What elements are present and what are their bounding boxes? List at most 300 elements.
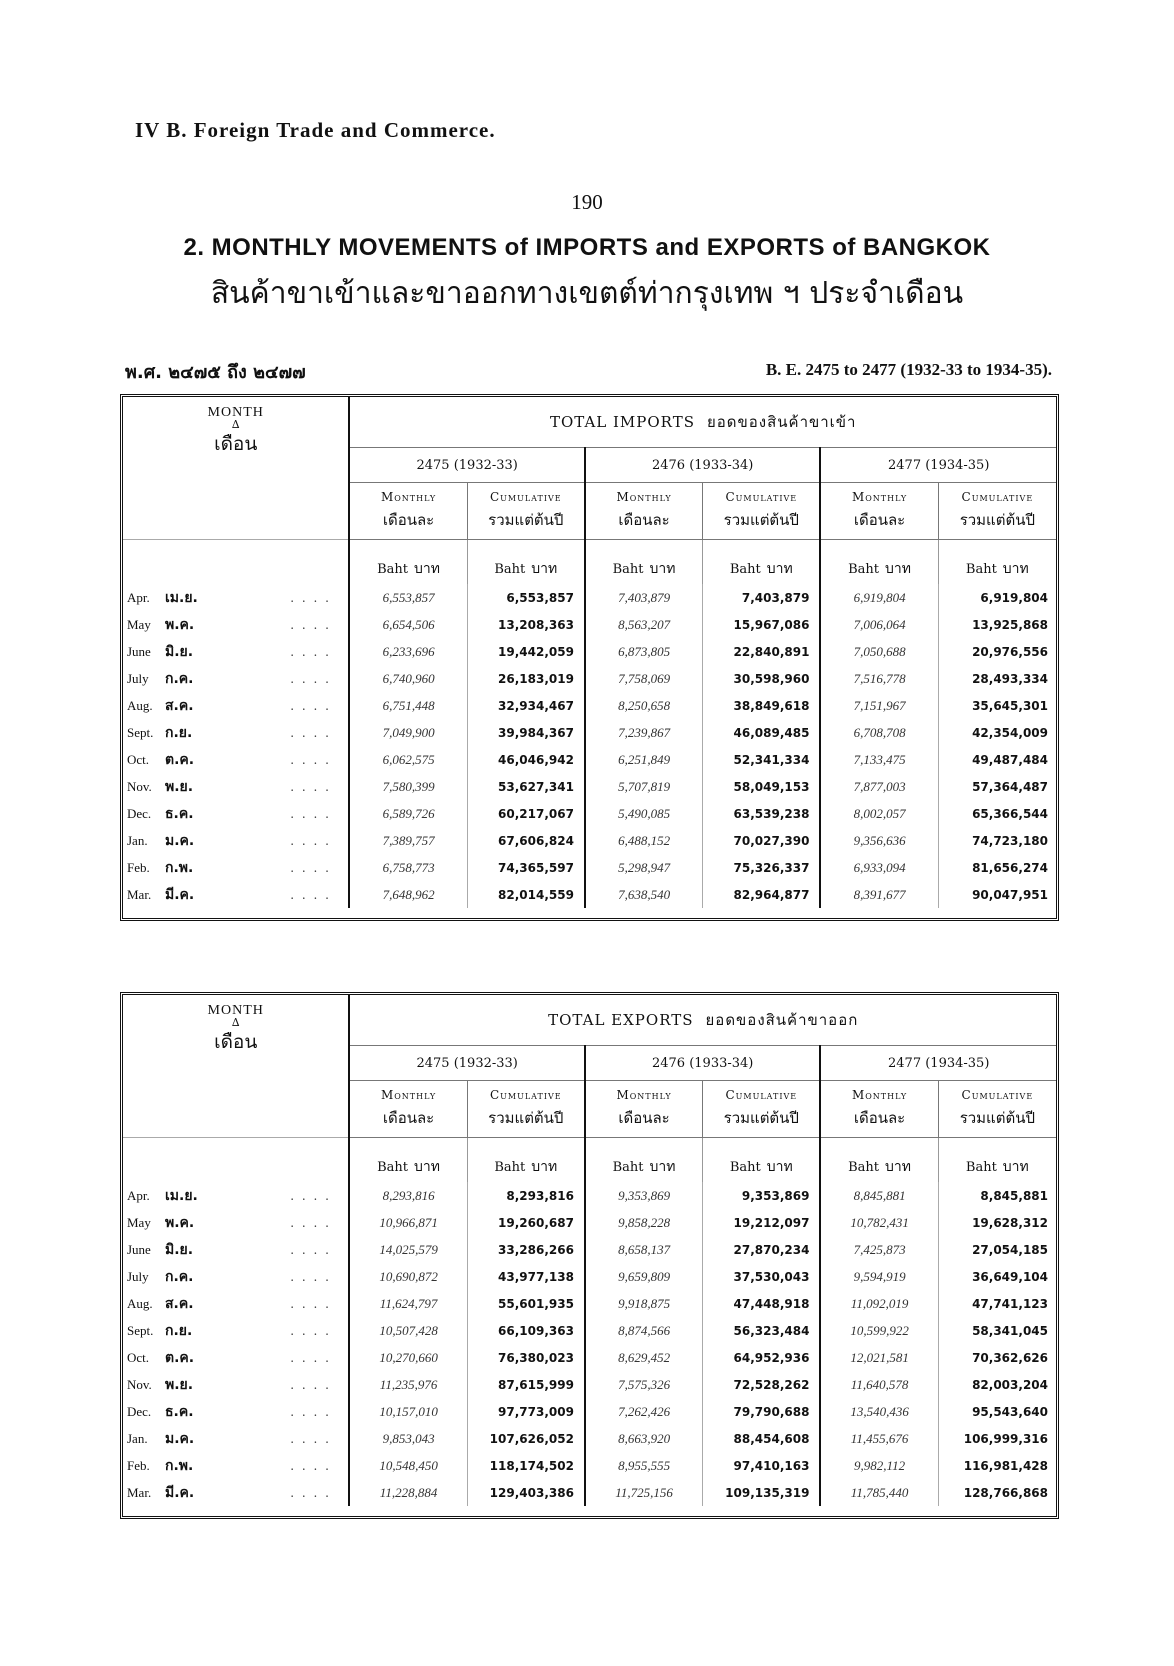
monthly-value: 7,516,778	[820, 665, 938, 692]
unit-label	[703, 1138, 821, 1183]
cumulative-value: 52,341,334	[703, 746, 821, 773]
cumulative-value: 79,790,688	[703, 1398, 821, 1425]
leader-dots: . . . .	[290, 1269, 331, 1284]
monthly-value: 7,425,873	[820, 1236, 938, 1263]
leader-dots: . . . .	[290, 1242, 331, 1257]
month-cell	[123, 1479, 349, 1506]
monthly-value: 6,740,960	[349, 665, 467, 692]
cumulative-value: 19,260,687	[467, 1209, 585, 1236]
cumulative-value: 6,553,857	[467, 584, 585, 611]
month-cell	[123, 665, 349, 692]
month-th: ม.ค.	[165, 832, 195, 849]
monthly-value: 9,918,875	[585, 1290, 703, 1317]
cumulative-value: 82,964,877	[703, 881, 821, 908]
monthly-label-th: เดือนละ	[853, 511, 906, 529]
monthly-value: 7,580,399	[349, 773, 467, 800]
year-header: 2477 (1934-35)	[820, 448, 1056, 483]
cumulative-header	[467, 1081, 585, 1138]
month-th: มี.ค.	[165, 886, 195, 903]
monthly-value: 5,490,085	[585, 800, 703, 827]
leader-dots: . . . .	[290, 725, 331, 740]
month-cell	[123, 1236, 349, 1263]
month-en: Mar.	[127, 1484, 152, 1500]
monthly-value: 5,298,947	[585, 854, 703, 881]
table-row	[123, 827, 1056, 854]
monthly-value: 5,707,819	[585, 773, 703, 800]
unit-baht-th: บาท	[1002, 561, 1029, 577]
monthly-value: 6,062,575	[349, 746, 467, 773]
monthly-value: 8,250,658	[585, 692, 703, 719]
cumulative-header	[703, 483, 821, 540]
month-header-th: เดือน	[214, 433, 258, 455]
cumulative-header	[938, 1081, 1056, 1138]
month-en: Mar.	[127, 886, 152, 902]
leader-dots: . . . .	[290, 1350, 331, 1365]
cumulative-value: 19,628,312	[938, 1209, 1056, 1236]
year-header: 2477 (1934-35)	[820, 1046, 1056, 1081]
monthly-header	[349, 483, 467, 540]
cumulative-value: 27,870,234	[703, 1236, 821, 1263]
cumulative-label-th: รวมแต่ต้นปี	[959, 1109, 1035, 1127]
cumulative-value: 13,208,363	[467, 611, 585, 638]
month-th: ก.ย.	[165, 1322, 193, 1339]
unit-baht-en: Baht	[965, 1160, 997, 1175]
cumulative-value: 57,364,487	[938, 773, 1056, 800]
month-en: Dec.	[127, 805, 152, 821]
cumulative-value: 35,645,301	[938, 692, 1056, 719]
monthly-value: 7,389,757	[349, 827, 467, 854]
monthly-value: 10,966,871	[349, 1209, 467, 1236]
table-row	[123, 1398, 1056, 1425]
leader-dots: . . . .	[290, 1188, 331, 1203]
unit-label	[349, 1138, 467, 1183]
monthly-label-th: เดือนละ	[618, 1109, 670, 1127]
cumulative-value: 56,323,484	[703, 1317, 821, 1344]
cumulative-value: 39,984,367	[467, 719, 585, 746]
cumulative-value: 116,981,428	[938, 1452, 1056, 1479]
cumulative-value: 30,598,960	[703, 665, 821, 692]
month-th: พ.ค.	[165, 1214, 195, 1231]
leader-dots: . . . .	[290, 1296, 331, 1311]
monthly-value: 8,002,057	[820, 800, 938, 827]
month-en: Dec.	[127, 1403, 152, 1419]
table-row	[123, 1209, 1056, 1236]
cumulative-value: 15,967,086	[703, 611, 821, 638]
cumulative-value: 65,366,544	[938, 800, 1056, 827]
cumulative-value: 7,403,879	[703, 584, 821, 611]
unit-baht-th: บาท	[531, 561, 558, 577]
year-header: 2476 (1933-34)	[585, 1046, 821, 1081]
month-cell	[123, 746, 349, 773]
month-en: July	[127, 1268, 149, 1284]
month-en: Oct.	[127, 1349, 150, 1365]
monthly-value: 7,050,688	[820, 638, 938, 665]
monthly-header	[349, 1081, 467, 1138]
leader-dots: . . . .	[290, 1431, 331, 1446]
cumulative-value: 90,047,951	[938, 881, 1056, 908]
leader-dots: . . . .	[290, 806, 331, 821]
table-row	[123, 1479, 1056, 1506]
total-title-en: TOTAL EXPORTS	[548, 1011, 694, 1029]
unit-label	[820, 1138, 938, 1183]
monthly-label-en: Monthly	[380, 490, 437, 504]
month-th: เม.ย.	[165, 589, 198, 606]
subtitle-english: B. E. 2475 to 2477 (1932-33 to 1934-35).	[765, 360, 1052, 379]
month-cell	[123, 1452, 349, 1479]
month-en: July	[127, 670, 149, 686]
monthly-value: 14,025,579	[349, 1236, 467, 1263]
monthly-value: 6,251,849	[585, 746, 703, 773]
month-cell	[123, 584, 349, 611]
month-header-th: เดือน	[214, 1031, 258, 1053]
cumulative-header	[938, 483, 1056, 540]
cumulative-value: 58,341,045	[938, 1317, 1056, 1344]
month-th: ธ.ค.	[165, 1403, 194, 1420]
cumulative-value: 74,723,180	[938, 827, 1056, 854]
cumulative-label-en: Cumulative	[725, 490, 798, 504]
table-row	[123, 584, 1056, 611]
cumulative-value: 75,326,337	[703, 854, 821, 881]
cumulative-value: 43,977,138	[467, 1263, 585, 1290]
monthly-label-en: Monthly	[851, 1088, 908, 1102]
monthly-value: 6,751,448	[349, 692, 467, 719]
unit-baht-en: Baht	[965, 562, 997, 577]
unit-label	[938, 1138, 1056, 1183]
cumulative-header	[703, 1081, 821, 1138]
unit-label	[585, 1138, 703, 1183]
month-cell	[123, 1290, 349, 1317]
month-en: Apr.	[127, 589, 150, 605]
cumulative-value: 97,410,163	[703, 1452, 821, 1479]
leader-dots: . . . .	[290, 671, 331, 686]
table-row	[123, 1236, 1056, 1263]
monthly-value: 12,021,581	[820, 1344, 938, 1371]
unit-baht-th: บาท	[414, 561, 440, 577]
cumulative-header	[467, 483, 585, 540]
month-cell	[123, 827, 349, 854]
cumulative-value: 20,976,556	[938, 638, 1056, 665]
unit-baht-en: Baht	[612, 1160, 644, 1175]
monthly-value: 9,858,228	[585, 1209, 703, 1236]
monthly-value: 6,233,696	[349, 638, 467, 665]
unit-label	[467, 540, 585, 585]
cumulative-value: 47,448,918	[703, 1290, 821, 1317]
cumulative-value: 38,849,618	[703, 692, 821, 719]
cumulative-value: 8,293,816	[467, 1182, 585, 1209]
monthly-value: 6,553,857	[349, 584, 467, 611]
table-row	[123, 1182, 1056, 1209]
month-en: Aug.	[127, 697, 153, 713]
month-en: Nov.	[127, 778, 152, 794]
cumulative-value: 81,656,274	[938, 854, 1056, 881]
cumulative-value: 76,380,023	[467, 1344, 585, 1371]
unit-baht-en: Baht	[848, 1160, 880, 1175]
exports-table	[120, 992, 1059, 1519]
unit-baht-th: บาท	[766, 561, 793, 577]
monthly-value: 11,235,976	[349, 1371, 467, 1398]
month-en: Sept.	[127, 1322, 154, 1338]
cumulative-value: 8,845,881	[938, 1182, 1056, 1209]
monthly-header	[585, 1081, 703, 1138]
leader-dots: . . . .	[290, 860, 331, 875]
unit-baht-en: Baht	[729, 562, 761, 577]
monthly-value: 9,594,919	[820, 1263, 938, 1290]
monthly-value: 8,563,207	[585, 611, 703, 638]
total-title-th: ยอดของสินค้าขาออก	[705, 1011, 859, 1029]
leader-dots: . . . .	[290, 752, 331, 767]
unit-baht-th: บาท	[1002, 1159, 1029, 1175]
cumulative-value: 64,952,936	[703, 1344, 821, 1371]
monthly-value: 7,758,069	[585, 665, 703, 692]
monthly-value: 6,933,094	[820, 854, 938, 881]
table-row	[123, 773, 1056, 800]
cumulative-value: 106,999,316	[938, 1425, 1056, 1452]
cumulative-value: 60,217,067	[467, 800, 585, 827]
table-row	[123, 719, 1056, 746]
monthly-value: 9,853,043	[349, 1425, 467, 1452]
month-cell	[123, 800, 349, 827]
cumulative-label-th: รวมแต่ต้นปี	[723, 511, 799, 529]
leader-dots: . . . .	[290, 1377, 331, 1392]
unit-label	[703, 540, 821, 585]
monthly-value: 10,599,922	[820, 1317, 938, 1344]
month-cell	[123, 1344, 349, 1371]
table-row	[123, 881, 1056, 908]
month-en: Feb.	[127, 859, 150, 875]
cumulative-value: 66,109,363	[467, 1317, 585, 1344]
unit-label	[820, 540, 938, 585]
unit-baht-th: บาท	[885, 1159, 911, 1175]
cumulative-value: 22,840,891	[703, 638, 821, 665]
month-cell	[123, 854, 349, 881]
leader-dots: . . . .	[290, 1323, 331, 1338]
cumulative-value: 58,049,153	[703, 773, 821, 800]
unit-baht-en: Baht	[377, 562, 409, 577]
monthly-value: 6,708,708	[820, 719, 938, 746]
monthly-value: 8,845,881	[820, 1182, 938, 1209]
monthly-value: 11,725,156	[585, 1479, 703, 1506]
total-title-th: ยอดของสินค้าขาเข้า	[707, 413, 857, 431]
month-header-en: MONTH	[207, 1003, 264, 1018]
month-th: ต.ค.	[165, 1349, 195, 1366]
month-header-en: MONTH	[207, 405, 264, 420]
table-row	[123, 638, 1056, 665]
month-en: June	[127, 1241, 151, 1257]
table-row	[123, 1290, 1056, 1317]
month-en: Jan.	[127, 832, 148, 848]
month-th: พ.ย.	[165, 778, 194, 795]
monthly-value: 11,228,884	[349, 1479, 467, 1506]
month-th: ส.ค.	[165, 1295, 194, 1312]
monthly-value: 6,873,805	[585, 638, 703, 665]
cumulative-value: 37,530,043	[703, 1263, 821, 1290]
month-cell	[123, 1263, 349, 1290]
unit-label	[467, 1138, 585, 1183]
month-en: May	[127, 1214, 151, 1230]
monthly-value: 7,262,426	[585, 1398, 703, 1425]
cumulative-label-th: รวมแต่ต้นปี	[723, 1109, 799, 1127]
month-th: ม.ค.	[165, 1430, 195, 1447]
table-row	[123, 611, 1056, 638]
monthly-value: 7,133,475	[820, 746, 938, 773]
leader-dots: . . . .	[290, 1458, 331, 1473]
monthly-value: 10,548,450	[349, 1452, 467, 1479]
monthly-label-en: Monthly	[851, 490, 908, 504]
month-en: June	[127, 643, 151, 659]
monthly-value: 8,658,137	[585, 1236, 703, 1263]
month-cell	[123, 881, 349, 908]
monthly-value: 7,575,326	[585, 1371, 703, 1398]
leader-dots: . . . .	[290, 833, 331, 848]
month-th: ธ.ค.	[165, 805, 194, 822]
month-th: ก.พ.	[165, 859, 194, 876]
unit-baht-en: Baht	[848, 562, 880, 577]
month-en: Nov.	[127, 1376, 152, 1392]
table-row	[123, 1425, 1056, 1452]
monthly-value: 6,919,804	[820, 584, 938, 611]
table-row	[123, 1344, 1056, 1371]
month-en: Aug.	[127, 1295, 153, 1311]
unit-baht-th: บาท	[414, 1159, 440, 1175]
monthly-label-th: เดือนละ	[618, 511, 670, 529]
monthly-label-en: Monthly	[616, 1088, 672, 1102]
cumulative-label-en: Cumulative	[961, 490, 1034, 504]
month-cell	[123, 1425, 349, 1452]
month-th: มิ.ย.	[165, 643, 194, 660]
month-cell	[123, 692, 349, 719]
month-en: Apr.	[127, 1187, 150, 1203]
month-th: ก.ค.	[165, 670, 194, 687]
table-row	[123, 665, 1056, 692]
cumulative-value: 19,442,059	[467, 638, 585, 665]
leader-dots: . . . .	[290, 779, 331, 794]
unit-baht-en: Baht	[494, 1160, 526, 1175]
cumulative-value: 49,487,484	[938, 746, 1056, 773]
cumulative-value: 42,354,009	[938, 719, 1056, 746]
table-row	[123, 746, 1056, 773]
monthly-value: 7,049,900	[349, 719, 467, 746]
monthly-label-th: เดือนละ	[382, 511, 435, 529]
monthly-value: 10,507,428	[349, 1317, 467, 1344]
cumulative-value: 6,919,804	[938, 584, 1056, 611]
monthly-header	[585, 483, 703, 540]
total-header	[349, 995, 1056, 1046]
year-header: 2475 (1932-33)	[349, 1046, 585, 1081]
table-row	[123, 800, 1056, 827]
monthly-header	[820, 1081, 938, 1138]
monthly-value: 7,239,867	[585, 719, 703, 746]
table-row	[123, 1317, 1056, 1344]
title-english: 2. MONTHLY MOVEMENTS of IMPORTS and EXPORTS of BANGKOK	[183, 234, 991, 261]
leader-dots: . . . .	[290, 1404, 331, 1419]
monthly-header	[820, 483, 938, 540]
monthly-value: 6,654,506	[349, 611, 467, 638]
month-th: ต.ค.	[165, 751, 195, 768]
unit-baht-th: บาท	[531, 1159, 558, 1175]
cumulative-value: 67,606,824	[467, 827, 585, 854]
month-cell	[123, 1317, 349, 1344]
monthly-value: 8,629,452	[585, 1344, 703, 1371]
month-th: พ.ย.	[165, 1376, 194, 1393]
cumulative-value: 9,353,869	[703, 1182, 821, 1209]
table-row	[123, 1452, 1056, 1479]
cumulative-value: 74,365,597	[467, 854, 585, 881]
leader-dots: . . . .	[290, 644, 331, 659]
month-cell	[123, 1398, 349, 1425]
title-thai: สินค้าขาเข้าและขาออกทางเขตต์ท่ากรุงเทพ ฯ ประจำเดือน	[210, 276, 964, 311]
monthly-value: 10,782,431	[820, 1209, 938, 1236]
cumulative-value: 46,046,942	[467, 746, 585, 773]
cumulative-label-th: รวมแต่ต้นปี	[488, 1109, 564, 1127]
cumulative-value: 107,626,052	[467, 1425, 585, 1452]
cumulative-value: 118,174,502	[467, 1452, 585, 1479]
month-en: Jan.	[127, 1430, 148, 1446]
month-cell	[123, 611, 349, 638]
total-title-en: TOTAL IMPORTS	[549, 413, 695, 431]
monthly-value: 8,955,555	[585, 1452, 703, 1479]
monthly-label-en: Monthly	[380, 1088, 437, 1102]
month-th: มี.ค.	[165, 1484, 195, 1501]
year-header: 2476 (1933-34)	[585, 448, 821, 483]
unit-label	[585, 540, 703, 585]
unit-baht-en: Baht	[729, 1160, 761, 1175]
cumulative-value: 13,925,868	[938, 611, 1056, 638]
cumulative-value: 109,135,319	[703, 1479, 821, 1506]
unit-baht-en: Baht	[377, 1160, 409, 1175]
unit-label	[349, 540, 467, 585]
cumulative-value: 28,493,334	[938, 665, 1056, 692]
table-row	[123, 1263, 1056, 1290]
cumulative-value: 46,089,485	[703, 719, 821, 746]
cumulative-value: 27,054,185	[938, 1236, 1056, 1263]
cumulative-label-th: รวมแต่ต้นปี	[488, 511, 564, 529]
monthly-value: 11,785,440	[820, 1479, 938, 1506]
month-en: Sept.	[127, 724, 154, 740]
cumulative-label-en: Cumulative	[490, 1088, 562, 1102]
leader-dots: . . . .	[290, 590, 331, 605]
table-row	[123, 854, 1056, 881]
month-en: Feb.	[127, 1457, 150, 1473]
cumulative-value: 32,934,467	[467, 692, 585, 719]
monthly-value: 7,638,540	[585, 881, 703, 908]
month-header: MONTH ∆ เดือน	[123, 397, 349, 540]
month-en: May	[127, 616, 151, 632]
monthly-value: 7,648,962	[349, 881, 467, 908]
month-cell	[123, 1209, 349, 1236]
monthly-value: 11,624,797	[349, 1290, 467, 1317]
cumulative-value: 33,286,266	[467, 1236, 585, 1263]
cumulative-value: 19,212,097	[703, 1209, 821, 1236]
cumulative-value: 36,649,104	[938, 1263, 1056, 1290]
unit-baht-th: บาท	[766, 1159, 793, 1175]
monthly-value: 8,874,566	[585, 1317, 703, 1344]
month-cell	[123, 773, 349, 800]
monthly-value: 11,455,676	[820, 1425, 938, 1452]
cumulative-value: 72,528,262	[703, 1371, 821, 1398]
unit-baht-th: บาท	[649, 1159, 676, 1175]
monthly-value: 11,640,578	[820, 1371, 938, 1398]
cumulative-value: 82,003,204	[938, 1371, 1056, 1398]
month-cell	[123, 1371, 349, 1398]
cumulative-value: 70,362,626	[938, 1344, 1056, 1371]
month-th: มิ.ย.	[165, 1241, 194, 1258]
section-heading: IV B. Foreign Trade and Commerce.	[135, 118, 496, 142]
cumulative-value: 63,539,238	[703, 800, 821, 827]
monthly-label-th: เดือนละ	[382, 1109, 435, 1127]
monthly-value: 7,006,064	[820, 611, 938, 638]
monthly-value: 7,403,879	[585, 584, 703, 611]
monthly-label-en: Monthly	[616, 490, 672, 504]
